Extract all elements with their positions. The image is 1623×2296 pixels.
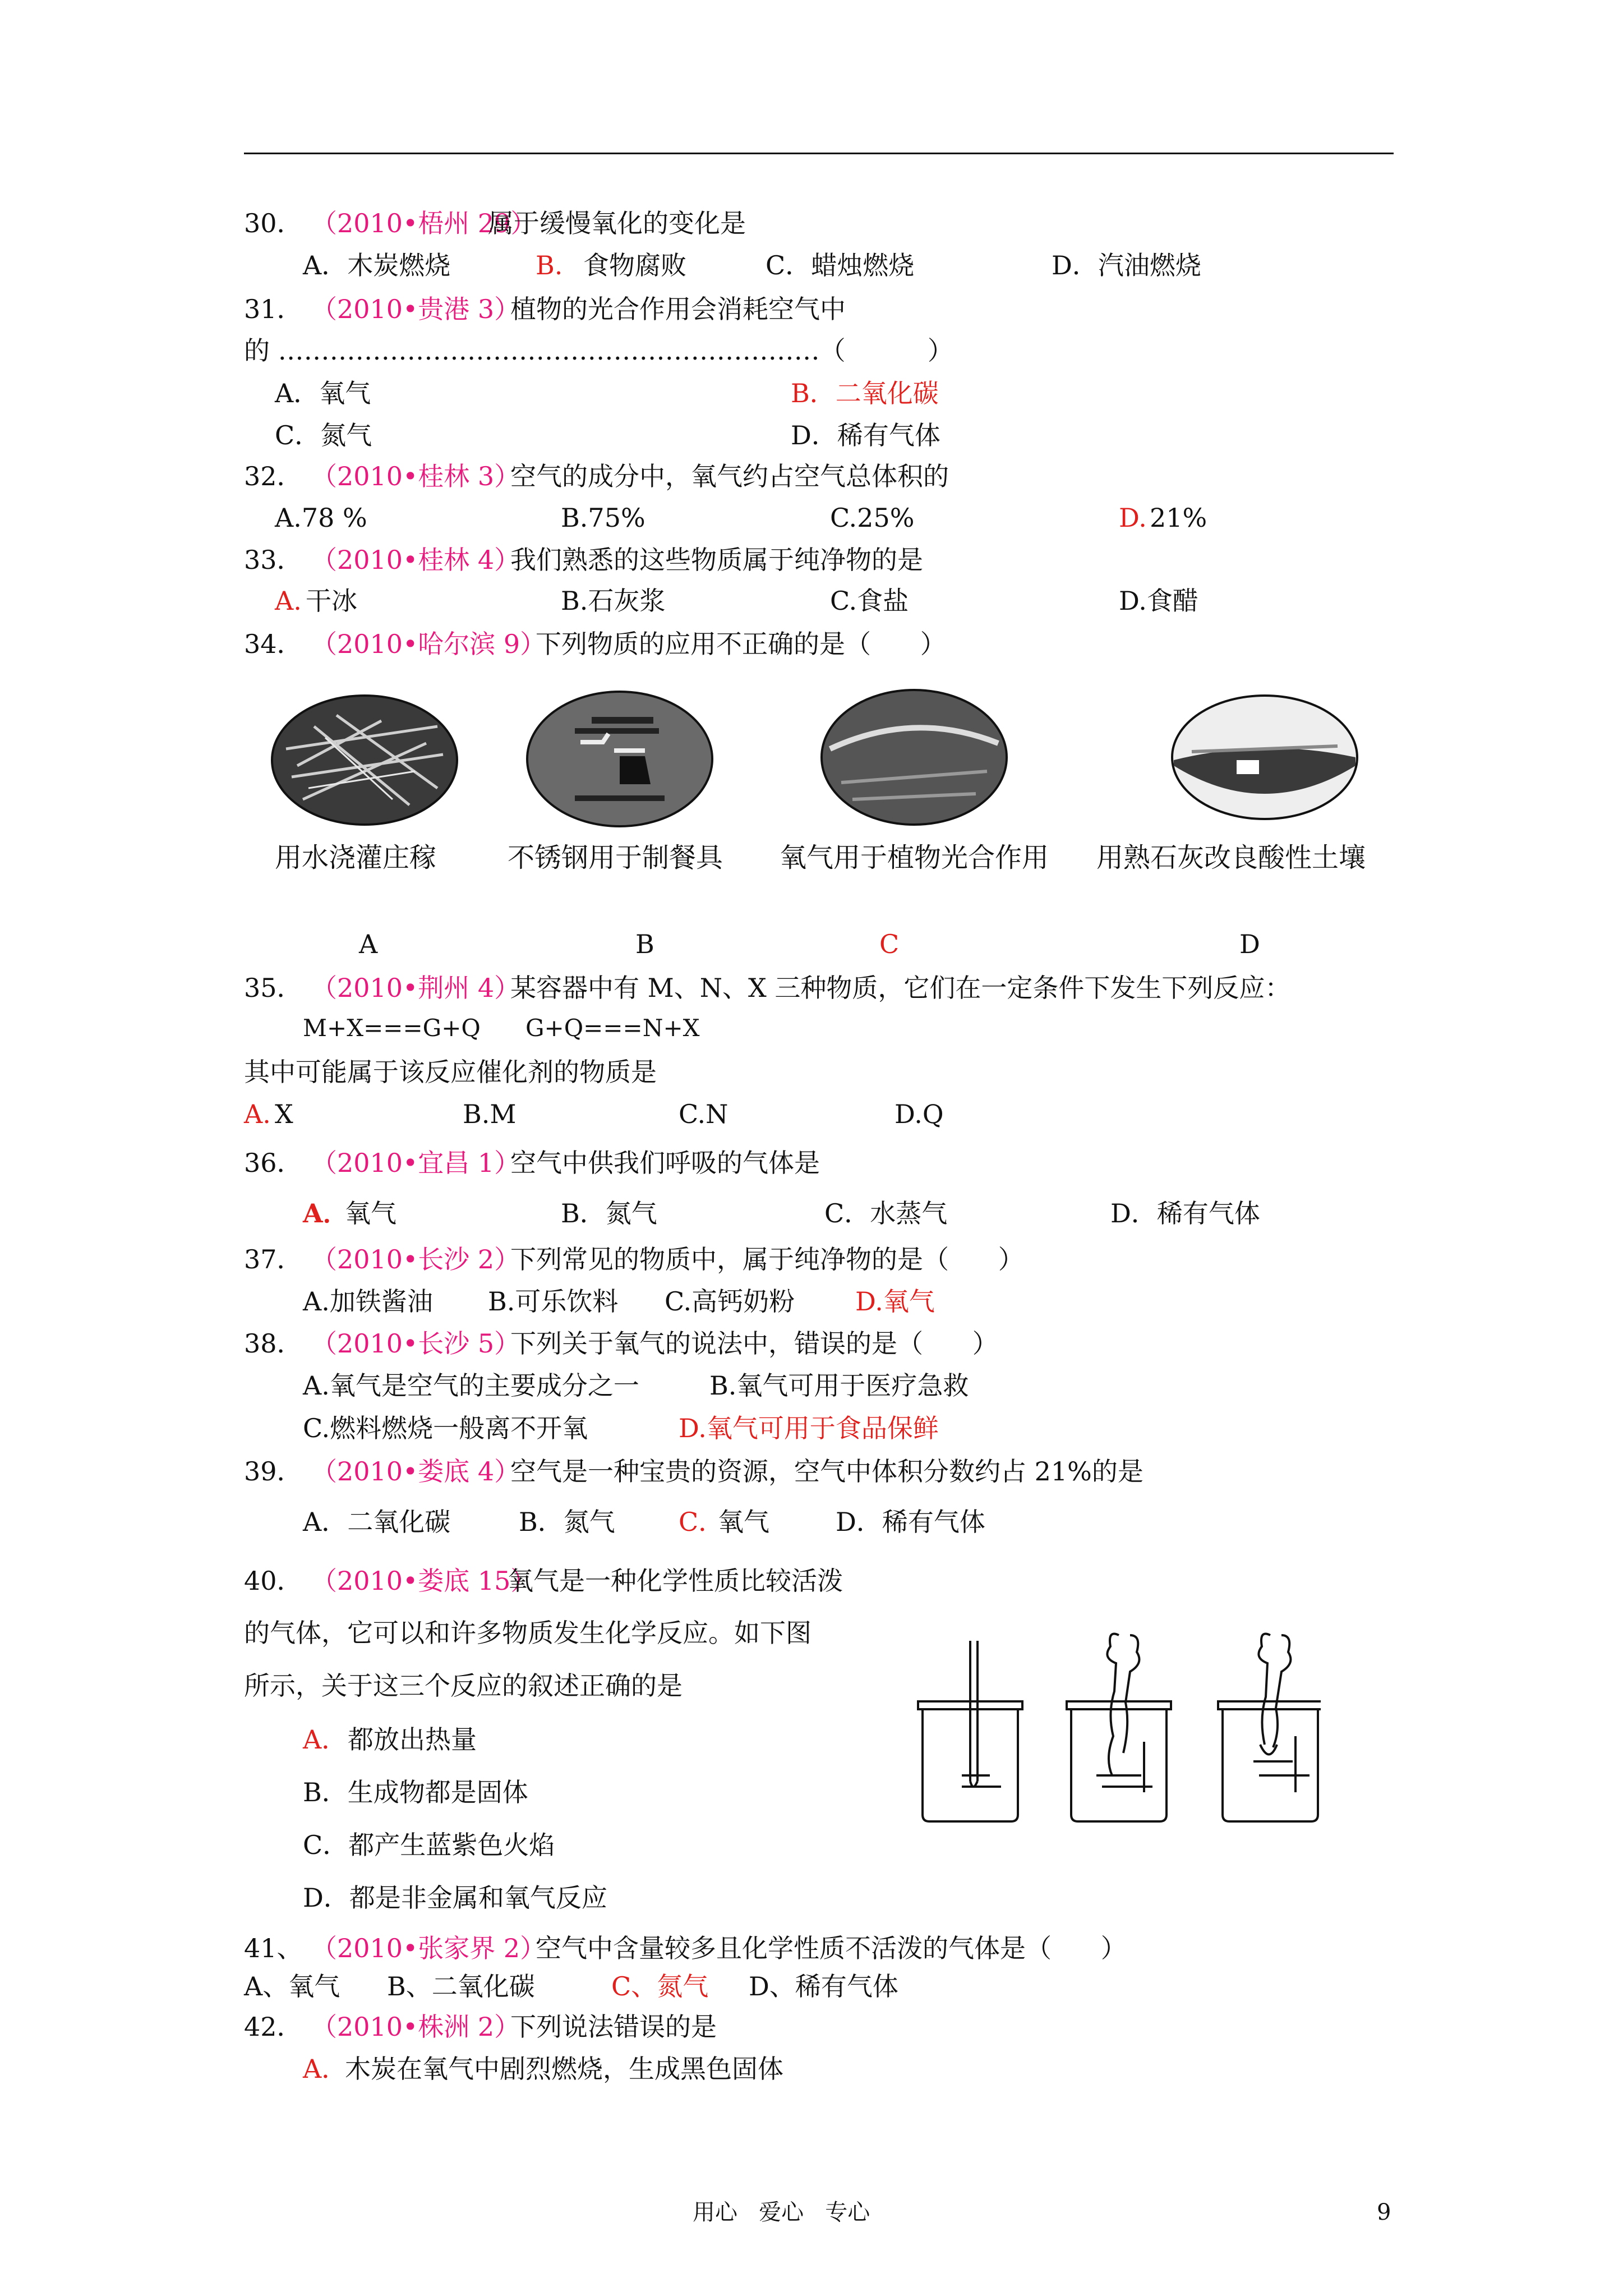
q38-option-b: B.氧气可用于医疗急救 — [709, 1370, 969, 1401]
q33-source: （2010•桂林 4） — [311, 545, 520, 575]
q35-option-b: B.M — [463, 1099, 517, 1129]
photosynthesis-photo — [819, 687, 1009, 827]
q38-source: （2010•长沙 5） — [311, 1328, 520, 1359]
q38-stem: 下列关于氧气的说法中，错误的是（ ） — [510, 1328, 998, 1359]
q37-option-a: A.加铁酱油 — [303, 1286, 433, 1317]
q33-option-c: C.食盐 — [830, 586, 909, 616]
q34-stem: 下列物质的应用不正确的是（ ） — [536, 629, 946, 659]
q34-caption-c: 氧气用于植物光合作用 — [780, 842, 1049, 873]
q34-letter-a: A — [359, 929, 378, 959]
q31-stem-cont: 的 ………………………………………………………（ ） — [244, 335, 953, 366]
q42-option-a: 木炭在氧气中剧烈燃烧，生成黑色固体 — [345, 2054, 783, 2084]
q41-option-a: A、氧气 — [244, 1971, 340, 2001]
q41-option-d: D、稀有气体 — [749, 1971, 898, 2001]
q39-option-d: D．稀有气体 — [836, 1507, 985, 1537]
q33-option-d: D.食醋 — [1119, 586, 1198, 616]
q37-source: （2010•长沙 2） — [311, 1244, 520, 1274]
q36-answer-letter: A． — [303, 1198, 349, 1228]
q32-number: 32． — [244, 461, 303, 491]
q31-option-b-answer: B．二氧化碳 — [791, 378, 939, 408]
q38-number: 38． — [244, 1328, 303, 1359]
q32-source: （2010•桂林 3） — [311, 461, 520, 491]
q36-option-d: D．稀有气体 — [1110, 1198, 1260, 1228]
q39-number: 39． — [244, 1456, 303, 1487]
q30-option-c: C．蜡烛燃烧 — [766, 250, 915, 280]
q35-option-c: C.N — [679, 1099, 728, 1129]
q38-option-c: C.燃料燃烧一般离不开氧 — [303, 1413, 588, 1443]
q36-option-b: B．氮气 — [561, 1198, 657, 1228]
q40-stem: 氧气是一种化学性质比较活泼 — [508, 1566, 843, 1596]
q39-option-c: 氧气 — [718, 1507, 769, 1537]
q37-option-b: B.可乐饮料 — [488, 1286, 619, 1317]
q39-answer-letter: C． — [679, 1507, 725, 1537]
q30-option-d: D．汽油燃烧 — [1052, 250, 1201, 280]
q33-option-b: B.石灰浆 — [561, 586, 666, 616]
q35-number: 35． — [244, 973, 303, 1003]
q34-source: （2010•哈尔滨 9） — [311, 629, 546, 659]
q31-source: （2010•贵港 3） — [311, 294, 520, 324]
q39-option-b: B．氮气 — [519, 1507, 615, 1537]
q34-letter-b: B — [635, 929, 654, 959]
q34-number: 34． — [244, 629, 303, 659]
q36-number: 36． — [244, 1148, 303, 1178]
q30-option-a: A．木炭燃烧 — [303, 250, 451, 280]
q36-option-c: C．水蒸气 — [824, 1198, 948, 1228]
q36-stem: 空气中供我们呼吸的气体是 — [510, 1148, 820, 1178]
q35-option-a: X — [275, 1099, 293, 1129]
q31-number: 31． — [244, 294, 303, 324]
q38-option-a: A.氧气是空气的主要成分之一 — [303, 1370, 639, 1401]
oxygen-reaction-jars-diagram — [917, 1624, 1321, 1826]
q40-answer-letter: A． — [303, 1724, 348, 1755]
q36-option-a: 氧气 — [345, 1198, 396, 1228]
q40-option-b: B．生成物都是固体 — [303, 1777, 528, 1807]
q38-option-d-answer: D.氧气可用于食品保鲜 — [679, 1413, 939, 1443]
q32-option-c: C.25% — [830, 503, 915, 533]
q36-source: （2010•宜昌 1） — [311, 1148, 520, 1178]
q35-equations: M+X===G+Q G+Q===N+X — [303, 1014, 700, 1042]
q40-option-a: 都放出热量 — [348, 1724, 477, 1755]
q37-option-c: C.高钙奶粉 — [665, 1286, 795, 1317]
q40-number: 40． — [244, 1566, 303, 1596]
q32-option-d: 21% — [1150, 503, 1207, 533]
q42-answer-letter: A． — [303, 2054, 348, 2084]
q34-letter-c-answer: C — [879, 929, 900, 959]
q39-source: （2010•娄底 4） — [311, 1456, 520, 1487]
q32-answer-letter: D. — [1119, 503, 1147, 533]
q41-source: （2010•张家界 2） — [311, 1933, 546, 1963]
q34-caption-d: 用熟石灰改良酸性土壤 — [1096, 842, 1366, 873]
q39-stem: 空气是一种宝贵的资源，空气中体积分数约占 21%的是 — [510, 1456, 1144, 1487]
q31-option-c: C．氮气 — [275, 420, 372, 450]
q40-stem-cont-2: 所示，关于这三个反应的叙述正确的是 — [244, 1671, 683, 1701]
q42-stem: 下列说法错误的是 — [510, 2012, 717, 2042]
q37-stem: 下列常见的物质中，属于纯净物的是（ ） — [510, 1244, 1024, 1274]
q41-option-b: B、二氧化碳 — [387, 1971, 535, 2001]
slaked-lime-soil-photo — [1169, 693, 1360, 822]
q42-source: （2010•株洲 2） — [311, 2012, 520, 2042]
q41-stem: 空气中含量较多且化学性质不活泼的气体是（ ） — [536, 1933, 1127, 1963]
q35-source: （2010•荆州 4） — [311, 973, 520, 1003]
stainless-tableware-photo — [524, 689, 715, 829]
q35-answer-letter: A. — [244, 1099, 271, 1129]
q35-stem: 某容器中有 M、N、X 三种物质，它们在一定条件下发生下列反应： — [510, 973, 1291, 1003]
q30-stem: 属于缓慢氧化的变化是 — [488, 208, 746, 238]
q33-stem: 我们熟悉的这些物质属于纯净物的是 — [510, 545, 923, 575]
q32-option-b: B.75% — [561, 503, 645, 533]
q40-source: （2010•娄底 15） — [311, 1566, 537, 1596]
q30-source: （2010•梧州 29） — [311, 208, 537, 238]
q32-stem: 空气的成分中，氧气约占空气总体积的 — [510, 461, 949, 491]
q41-number: 41、 — [244, 1933, 303, 1963]
q42-number: 42． — [244, 2012, 303, 2042]
q32-option-a: A.78 % — [275, 503, 367, 533]
q35-stem-cont: 其中可能属于该反应催化剂的物质是 — [244, 1057, 657, 1087]
q40-stem-cont-1: 的气体，它可以和许多物质发生化学反应。如下图 — [244, 1618, 811, 1648]
q40-option-c: C．都产生蓝紫色火焰 — [303, 1830, 555, 1860]
q33-answer-letter: A. — [275, 586, 302, 616]
q31-option-d: D．稀有气体 — [791, 420, 940, 450]
q41-option-c-answer: C、氮气 — [611, 1971, 709, 2001]
q31-stem: 植物的光合作用会消耗空气中 — [510, 294, 846, 324]
q30-number: 30． — [244, 208, 303, 238]
page-number: 9 — [1377, 2200, 1391, 2225]
q34-letter-d: D — [1239, 929, 1260, 959]
q30-answer-letter: B. — [536, 250, 563, 280]
q39-option-a: A．二氧化碳 — [303, 1507, 451, 1537]
q35-option-d: D.Q — [895, 1099, 944, 1129]
footer-motto: 用心 爱心 专心 — [693, 2200, 870, 2225]
q34-caption-b: 不锈钢用于制餐具 — [508, 842, 723, 873]
q33-option-a: 干冰 — [306, 586, 357, 616]
q30-option-b: 食物腐败 — [583, 250, 686, 280]
q37-option-d-answer: D.氧气 — [855, 1286, 935, 1317]
q37-number: 37． — [244, 1244, 303, 1274]
q33-number: 33． — [244, 545, 303, 575]
q34-caption-a: 用水浇灌庄稼 — [275, 842, 437, 873]
header-rule — [244, 153, 1394, 154]
q31-option-a: A．氧气 — [275, 378, 371, 408]
q40-option-d: D．都是非金属和氧气反应 — [303, 1883, 607, 1913]
watering-crops-photo — [269, 693, 460, 827]
